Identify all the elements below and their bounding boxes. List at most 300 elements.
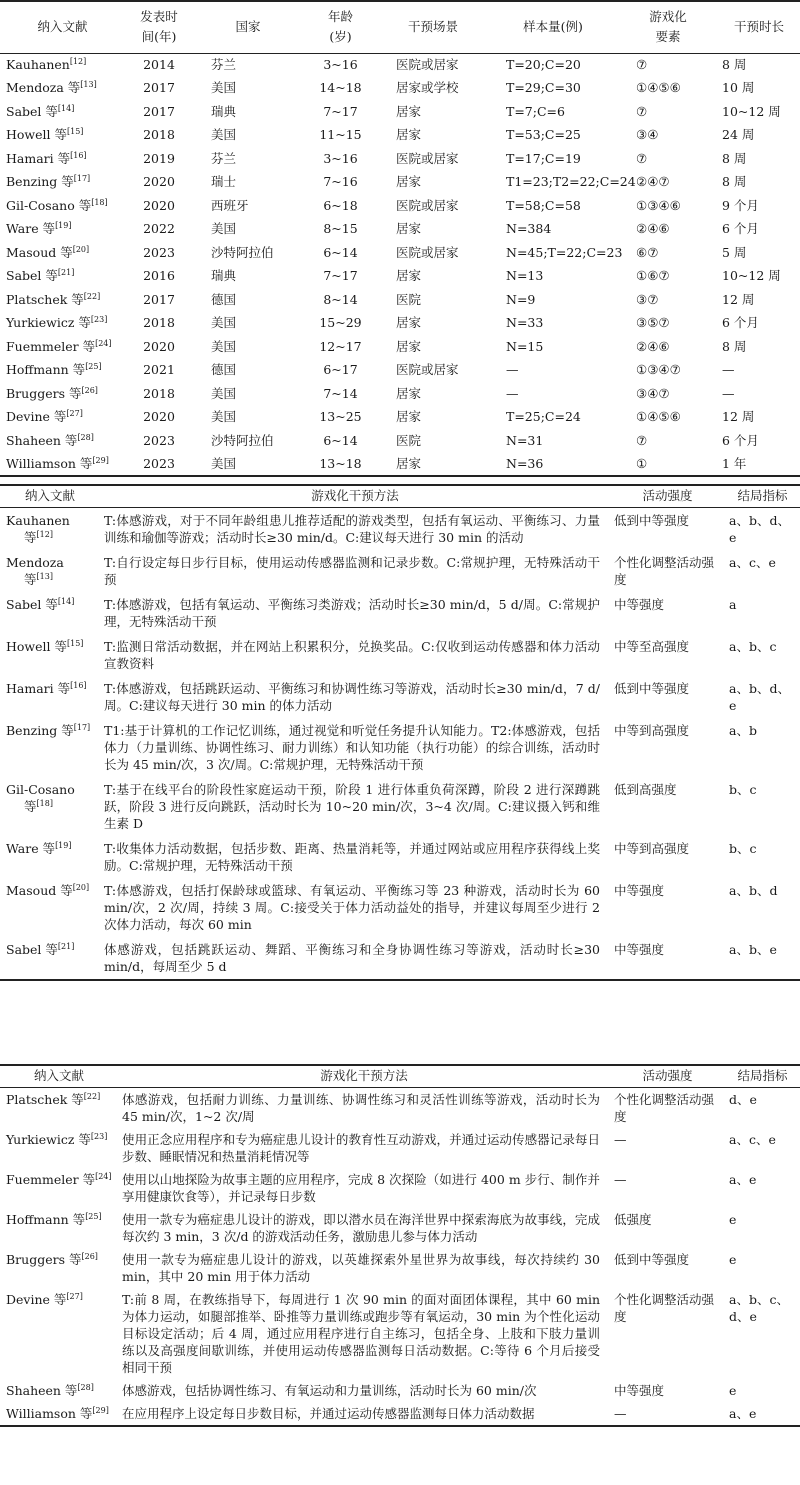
intensity-cell: — (610, 1402, 725, 1426)
country-cell: 美国 (211, 409, 237, 425)
header-lit: 纳入文献 (0, 1, 125, 53)
age-cell: 6~17 (323, 362, 358, 378)
author: Williamson 等 (6, 455, 93, 471)
intensity-cell: 个性化调整活动强度 (614, 1291, 715, 1324)
literature-cell (0, 53, 125, 77)
year-cell: 2022 (143, 221, 175, 237)
duration-cell: 8 周 (722, 338, 747, 354)
table-row (0, 218, 800, 242)
header-method: 游戏化干预方法 (118, 1065, 610, 1087)
age-cell: 7~17 (323, 103, 358, 119)
scene-cell: 居家或学校 (396, 80, 459, 96)
reference-number: [25] (85, 362, 102, 372)
author: Platschek 等 (6, 291, 84, 307)
literature-cell (0, 312, 125, 336)
duration-cell: 1 年 (718, 453, 800, 477)
reference-number: [27] (66, 1291, 83, 1301)
age-cell: 11~15 (319, 127, 362, 143)
table-row (0, 1128, 800, 1168)
method-cell: 体感游戏，包括跳跃运动、舞蹈、平衡练习和全身协调性练习等游戏，活动时长≥30 min/d，每周至少 5 d (100, 937, 610, 980)
scene-cell: 医院或居家 (396, 150, 459, 166)
reference-number: [13] (36, 571, 53, 581)
table-row (0, 777, 800, 836)
method-cell: 使用正念应用程序和专为癌症患儿设计的教育性互动游戏，并通过运动传感器记录每日步数、睡眠情况和热量消耗情况等 (122, 1131, 600, 1164)
year-cell: 2023 (143, 432, 175, 448)
author: Shaheen 等 (6, 432, 78, 448)
age-cell: 7~14 (323, 385, 358, 401)
country-cell: 美国 (211, 315, 237, 331)
country-cell: 瑞士 (211, 174, 237, 190)
intervention-methods-table-part1 (0, 484, 800, 981)
intensity-cell: 中等强度 (614, 1382, 665, 1398)
scene-cell: 居家 (396, 338, 422, 354)
year-cell: 2017 (143, 80, 175, 96)
year-cell: 2020 (143, 197, 175, 213)
literature-cell (0, 288, 125, 312)
duration-cell: 24 周 (722, 127, 755, 143)
country-cell: 西班牙 (211, 197, 249, 213)
method-cell: T:监测日常活动数据，并在网站上积累积分，兑换奖品。C:仅收到运动传感器和体力活动宣教资料 (104, 638, 600, 671)
year-cell: 2021 (143, 362, 175, 378)
age-cell: 3~16 (323, 150, 358, 166)
table-row (0, 1168, 800, 1208)
literature-cell (0, 429, 125, 453)
method-cell: T:自行设定每日步行目标，使用运动传感器监测和记录步数。C:常规护理，无特殊活动干预 (104, 554, 600, 587)
reference-number: [20] (72, 244, 90, 254)
literature-cell (0, 335, 125, 359)
duration-cell: 10~12 周 (722, 103, 781, 119)
intensity-cell: — (614, 1171, 627, 1187)
table-row (0, 836, 800, 878)
method-cell: T:体感游戏，包括跳跃运动、平衡练习和协调性练习等游戏，活动时长≥30 min/d，7 d/周。C:建议每天进行 30 min 的体力活动 (104, 680, 600, 713)
table-row (0, 634, 800, 676)
table-row (0, 1087, 800, 1128)
header-outcome: 结局指标 (725, 1065, 800, 1087)
author: Masoud 等 (6, 244, 73, 260)
reference-number: [17] (73, 722, 91, 732)
outcome-cell: a (729, 596, 737, 612)
method-cell: 在应用程序上设定每日步数目标，并通过运动传感器监测每日体力活动数据 (118, 1402, 610, 1426)
country-cell: 瑞典 (211, 103, 237, 119)
literature-cell (0, 878, 100, 937)
header-scene: 干预场景 (378, 1, 488, 53)
scene-cell: 居家 (396, 221, 422, 237)
literature-cell (0, 592, 100, 634)
table2-header-row (0, 485, 800, 507)
year-cell: 2014 (143, 57, 175, 72)
year-cell: 2017 (143, 291, 175, 307)
country-cell: 芬兰 (211, 150, 237, 166)
table-row (0, 1288, 800, 1379)
reference-number: [26] (81, 385, 98, 395)
sample-cell: N=45;T=22;C=23 (506, 244, 623, 260)
author: Mendoza (6, 554, 64, 570)
literature-cell (0, 218, 125, 242)
outcome-cell: a、b、d (729, 882, 778, 898)
reference-number: [12] (36, 529, 53, 539)
literature-cell (0, 836, 100, 878)
table-row (0, 265, 800, 289)
year-cell: 2023 (143, 244, 175, 260)
reference-number: [23] (90, 315, 108, 325)
year-cell: 2017 (143, 103, 175, 119)
table-row (0, 53, 800, 77)
year-cell: 2016 (143, 268, 175, 284)
literature-cell (0, 1087, 118, 1128)
table-row (0, 171, 800, 195)
duration-cell: 10 周 (722, 80, 755, 96)
reference-number: [19] (55, 221, 72, 231)
header-age: 年龄 (岁) (303, 1, 378, 53)
duration-cell: 12 周 (722, 291, 755, 307)
elements-cell: ①⑥⑦ (636, 268, 670, 284)
year-cell: 2019 (143, 150, 175, 166)
reference-number: [21] (57, 268, 75, 278)
literature-cell (0, 1168, 118, 1208)
reference-number: [13] (80, 80, 97, 90)
literature-cell (0, 265, 125, 289)
sample-cell: — (506, 362, 519, 378)
intensity-cell: 中等至高强度 (614, 638, 690, 654)
literature-cell (0, 453, 125, 477)
reference-number: [18] (36, 798, 53, 808)
literature-cell (0, 406, 125, 430)
outcome-cell: b、c (729, 840, 757, 856)
table-row (0, 335, 800, 359)
table-row (0, 878, 800, 937)
outcome-cell: a、e (729, 1171, 757, 1187)
header-intensity: 活动强度 (610, 485, 725, 507)
sample-cell: T=20;C=20 (506, 57, 581, 72)
intensity-cell: 低强度 (614, 1211, 652, 1227)
country-cell: 美国 (211, 221, 237, 237)
table-row (0, 288, 800, 312)
intensity-cell: 中等到高强度 (614, 840, 690, 856)
intensity-cell: 个性化调整活动强度 (614, 1091, 715, 1124)
elements-cell: ①④⑤⑥ (636, 409, 681, 425)
intensity-cell: 低到高强度 (614, 781, 677, 797)
elements-cell: ②④⑥ (636, 221, 670, 237)
reference-number: [16] (70, 680, 87, 690)
intervention-methods-table-part2 (0, 1064, 800, 1427)
age-cell: 8~14 (323, 291, 358, 307)
country-cell: 美国 (211, 385, 237, 401)
table-row (0, 429, 800, 453)
literature-cell (0, 1402, 118, 1426)
reference-number: [18] (91, 197, 108, 207)
elements-cell: ③⑤⑦ (636, 315, 670, 331)
author: Bruggers 等 (6, 385, 82, 401)
literature-cell (0, 194, 125, 218)
sample-cell: T=7;C=6 (506, 103, 565, 119)
intensity-cell: 中等到高强度 (614, 722, 690, 738)
author: Sabel 等 (6, 596, 58, 612)
table-row (0, 382, 800, 406)
author: Masoud 等 (6, 882, 73, 898)
country-cell: 德国 (211, 362, 237, 378)
table-row (0, 1208, 800, 1248)
year-cell: 2020 (143, 338, 175, 354)
reference-number: [12] (69, 57, 87, 66)
outcome-cell: a、e (725, 1402, 800, 1426)
literature-cell (0, 550, 100, 592)
country-cell: 沙特阿拉伯 (211, 432, 274, 448)
sample-cell: N=36 (488, 453, 618, 477)
method-cell: T:体感游戏，对于不同年龄组患儿推荐适配的游戏类型，包括有氧运动、平衡练习、力量训练和瑜伽等游戏；活动时长≥30 min/d。C:建议每天进行 30 min 的活动 (104, 512, 600, 545)
author-suffix: 等 (24, 529, 37, 545)
author: Hoffmann 等 (6, 1211, 86, 1227)
reference-number: [14] (57, 596, 75, 606)
sample-cell: T1=23;T2=22;C=24 (506, 174, 636, 190)
outcome-cell: a、b、e (725, 937, 800, 980)
duration-cell: 6 个月 (722, 432, 759, 448)
outcome-cell: e (729, 1251, 737, 1267)
elements-cell: ⑦ (636, 103, 648, 119)
reference-number: [22] (83, 1091, 101, 1101)
author: Kauhanen (6, 512, 70, 528)
author: Shaheen 等 (6, 1382, 78, 1398)
table-row (0, 406, 800, 430)
reference-number: [17] (73, 174, 91, 184)
method-cell: T1:基于计算机的工作记忆训练，通过视觉和听觉任务提升认知能力。T2:体感游戏，包括体力（力量训练、协调性练习、耐力训练）和认知功能（执行功能）的综合训练，活动时长为 45 min/次，3 次/周。C:常规护理，无特殊活动干预 (104, 722, 600, 772)
scene-cell: 居家 (378, 453, 488, 477)
country-cell: 沙特阿拉伯 (211, 244, 274, 260)
year-cell: 2018 (143, 127, 175, 143)
author: Bruggers 等 (6, 1251, 82, 1267)
elements-cell: ⑦ (636, 57, 648, 72)
author: Fuemmeler 等 (6, 1171, 96, 1187)
author: Howell 等 (6, 638, 67, 654)
elements-cell: ① (618, 453, 718, 477)
author: Gil-Cosano 等 (6, 197, 92, 213)
intensity-cell: 中等强度 (614, 882, 665, 898)
age-cell: 14~18 (319, 80, 362, 96)
country-cell: 芬兰 (211, 57, 237, 72)
sample-cell: T=25;C=24 (506, 409, 581, 425)
intensity-cell: 低到中等强度 (614, 680, 690, 696)
table-row (0, 1402, 800, 1426)
literature-cell (0, 147, 125, 171)
literature-cell (0, 1288, 118, 1379)
reference-number: [25] (85, 1211, 102, 1221)
table-row (0, 124, 800, 148)
table-row (0, 100, 800, 124)
elements-cell: ⑦ (636, 432, 648, 448)
literature-cell (0, 507, 100, 550)
outcome-cell: d、e (729, 1091, 757, 1107)
literature-cell (0, 77, 125, 101)
sample-cell: N=33 (506, 315, 544, 331)
elements-cell: ③④ (636, 127, 659, 143)
table-row (0, 550, 800, 592)
table-row (0, 718, 800, 777)
reference-number: [23] (90, 1131, 108, 1141)
sample-cell: T=29;C=30 (506, 80, 581, 96)
reference-number: [22] (83, 291, 101, 301)
scene-cell: 居家 (396, 409, 422, 425)
duration-cell: 9 个月 (722, 197, 759, 213)
table-row (0, 241, 800, 265)
author: Platschek 等 (6, 1091, 84, 1107)
table-row (0, 592, 800, 634)
age-cell: 15~29 (319, 315, 362, 331)
country-cell: 瑞典 (211, 268, 237, 284)
age-cell: 6~14 (323, 244, 358, 260)
literature-cell (0, 1208, 118, 1248)
table-row (0, 312, 800, 336)
scene-cell: 居家 (396, 268, 422, 284)
intensity-cell: 中等强度 (614, 596, 665, 612)
table-row (0, 453, 800, 477)
sample-cell: T=58;C=58 (506, 197, 581, 213)
sample-cell: N=15 (506, 338, 544, 354)
elements-cell: ①③④⑥ (636, 197, 681, 213)
author: Kauhanen (6, 57, 70, 72)
study-characteristics-table (0, 0, 800, 477)
intensity-cell: 中等强度 (610, 937, 725, 980)
reference-number: [24] (95, 338, 112, 348)
scene-cell: 居家 (396, 127, 422, 143)
year-cell: 2020 (143, 174, 175, 190)
elements-cell: ⑦ (636, 150, 648, 166)
author: Fuemmeler 等 (6, 338, 96, 354)
outcome-cell: e (729, 1211, 737, 1227)
method-cell: 体感游戏，包括耐力训练、力量训练、协调性练习和灵活性训练等游戏，活动时长为 45 min/次，1~2 次/周 (122, 1091, 600, 1124)
reference-number: [20] (72, 882, 90, 892)
literature-cell (0, 718, 100, 777)
literature-cell (0, 634, 100, 676)
table-row (0, 1379, 800, 1402)
author: Yurkiewicz 等 (6, 315, 91, 331)
age-cell: 6~14 (323, 432, 358, 448)
literature-cell (0, 382, 125, 406)
table-row (0, 937, 800, 980)
age-cell: 8~15 (323, 221, 358, 237)
scene-cell: 医院或居家 (396, 362, 459, 378)
literature-cell (0, 124, 125, 148)
header-country: 国家 (193, 1, 303, 53)
literature-cell (0, 1379, 118, 1402)
scene-cell: 居家 (396, 315, 422, 331)
sample-cell: N=13 (506, 268, 544, 284)
reference-number: [19] (55, 840, 72, 850)
header-duration: 干预时长 (718, 1, 800, 53)
duration-cell: 8 周 (722, 150, 747, 166)
reference-number: [15] (67, 638, 84, 648)
scene-cell: 医院或居家 (396, 57, 459, 72)
header-sample: 样本量(例) (488, 1, 618, 53)
scene-cell: 医院 (396, 291, 422, 307)
elements-cell: ⑥⑦ (636, 244, 659, 260)
sample-cell: T=53;C=25 (506, 127, 581, 143)
year-cell: 2023 (125, 453, 193, 477)
author: Benzing 等 (6, 722, 74, 738)
literature-cell (0, 676, 100, 718)
literature-cell (0, 100, 125, 124)
duration-cell: — (722, 362, 735, 378)
method-cell: T:体感游戏，包括有氧运动、平衡练习类游戏；活动时长≥30 min/d，5 d/周。C:常规护理，无特殊活动干预 (104, 596, 600, 629)
method-cell: T:体感游戏，包括打保龄球或篮球、有氧运动、平衡练习等 23 种游戏，活动时长为 60 min/次，2 次/周，持续 3 周。C:接受关于体力活动益处的指导，并建议每周至少进行 2 次体力活动，每次 60 min (104, 882, 600, 932)
table-row (0, 507, 800, 550)
reference-number: [15] (67, 127, 84, 137)
table-row (0, 359, 800, 383)
author: Hamari 等 (6, 680, 71, 696)
author: Hamari 等 (6, 150, 71, 166)
table-row (0, 147, 800, 171)
table1-header-row (0, 1, 800, 53)
header-year: 发表时 间(年) (125, 1, 193, 53)
literature-cell (0, 937, 100, 980)
outcome-cell: a、c、e (729, 1131, 776, 1147)
table-row (0, 676, 800, 718)
intensity-cell: 低到中等强度 (614, 1251, 690, 1267)
age-cell: 13~25 (319, 409, 362, 425)
year-cell: 2018 (143, 385, 175, 401)
header-intensity: 活动强度 (610, 1065, 725, 1087)
duration-cell: 5 周 (722, 244, 747, 260)
header-elements: 游戏化 要素 (618, 1, 718, 53)
author: Ware 等 (6, 840, 56, 856)
reference-number: [28] (77, 432, 94, 442)
elements-cell: ②④⑦ (636, 174, 670, 190)
age-cell: 7~17 (323, 268, 358, 284)
scene-cell: 居家 (396, 174, 422, 190)
method-cell: 使用以山地探险为故事主题的应用程序，完成 8 次探险（如进行 400 m 步行、制作并享用健康饮食等），并记录每日步数 (122, 1171, 600, 1204)
duration-cell: — (722, 385, 735, 401)
reference-number: [29] (92, 1405, 109, 1415)
method-cell: T:前 8 周，在教练指导下，每周进行 1 次 90 min 的面对面团体课程，其中 60 min 为体力运动，如腿部推举、卧推等力量训练或跑步等有氧运动，30 min 为个性化运动目标设定活动；后 4 周，通过应用程序进行自主练习，包括全身、上肢和下肢力量训练以及高强度间歇训练，并使用运动传感器监测每日活动数据。C:等待 6 个月后接受相同干预 (122, 1291, 600, 1375)
outcome-cell: a、b、c (729, 638, 777, 654)
table-row (0, 1248, 800, 1288)
age-cell: 12~17 (319, 338, 362, 354)
header-outcome: 结局指标 (725, 485, 800, 507)
author: Ware 等 (6, 221, 56, 237)
author: Devine 等 (6, 409, 67, 425)
author: Sabel 等 (6, 941, 58, 957)
method-cell: T:收集体力活动数据，包括步数、距离、热量消耗等，并通过网站或应用程序获得线上奖励。C:常规护理，无特殊活动干预 (104, 840, 600, 873)
country-cell: 美国 (211, 338, 237, 354)
reference-number: [21] (57, 941, 75, 951)
sample-cell: T=17;C=19 (506, 150, 581, 166)
method-cell: T:基于在线平台的阶段性家庭运动干预，阶段 1 进行体重负荷深蹲，阶段 2 进行深蹲跳跃，阶段 3 进行反向跳跃，活动时长为 10~20 min/次，3~4 次/周。C:建议摄入钙和维生素 D (104, 781, 600, 831)
elements-cell: ③⑦ (636, 291, 659, 307)
table-row (0, 194, 800, 218)
scene-cell: 医院或居家 (396, 244, 459, 260)
outcome-cell: b、c (729, 781, 757, 797)
reference-number: [29] (92, 455, 109, 465)
author: Benzing 等 (6, 174, 74, 190)
outcome-cell: a、b、d、e (729, 512, 790, 545)
author: Gil-Cosano (6, 781, 75, 797)
method-cell: 使用一款专为癌症患儿设计的游戏，即以潜水员在海洋世界中探索海底为故事线，完成每次约 3 min，3 次/d 的游戏活动任务，激励患儿参与体力活动 (122, 1211, 600, 1244)
duration-cell: 6 个月 (722, 315, 759, 331)
header-lit: 纳入文献 (0, 1065, 118, 1087)
author: Yurkiewicz 等 (6, 1131, 91, 1147)
author-suffix: 等 (24, 571, 37, 587)
literature-cell (0, 1248, 118, 1288)
author: Howell 等 (6, 127, 67, 143)
method-cell: 使用一款专为癌症患儿设计的游戏，以英雄探索外星世界为故事线，每次持续约 30 min，其中 20 min 用于体力活动 (122, 1251, 600, 1284)
elements-cell: ①③④⑦ (636, 362, 681, 378)
reference-number: [27] (66, 409, 83, 419)
duration-cell: 8 周 (722, 174, 747, 190)
age-cell: 6~18 (323, 197, 358, 213)
author: Williamson 等 (6, 1405, 93, 1421)
reference-number: [14] (57, 103, 75, 113)
outcome-cell: a、b、c、d、e (729, 1291, 789, 1324)
sample-cell: N=31 (506, 432, 544, 448)
author: Devine 等 (6, 1291, 67, 1307)
